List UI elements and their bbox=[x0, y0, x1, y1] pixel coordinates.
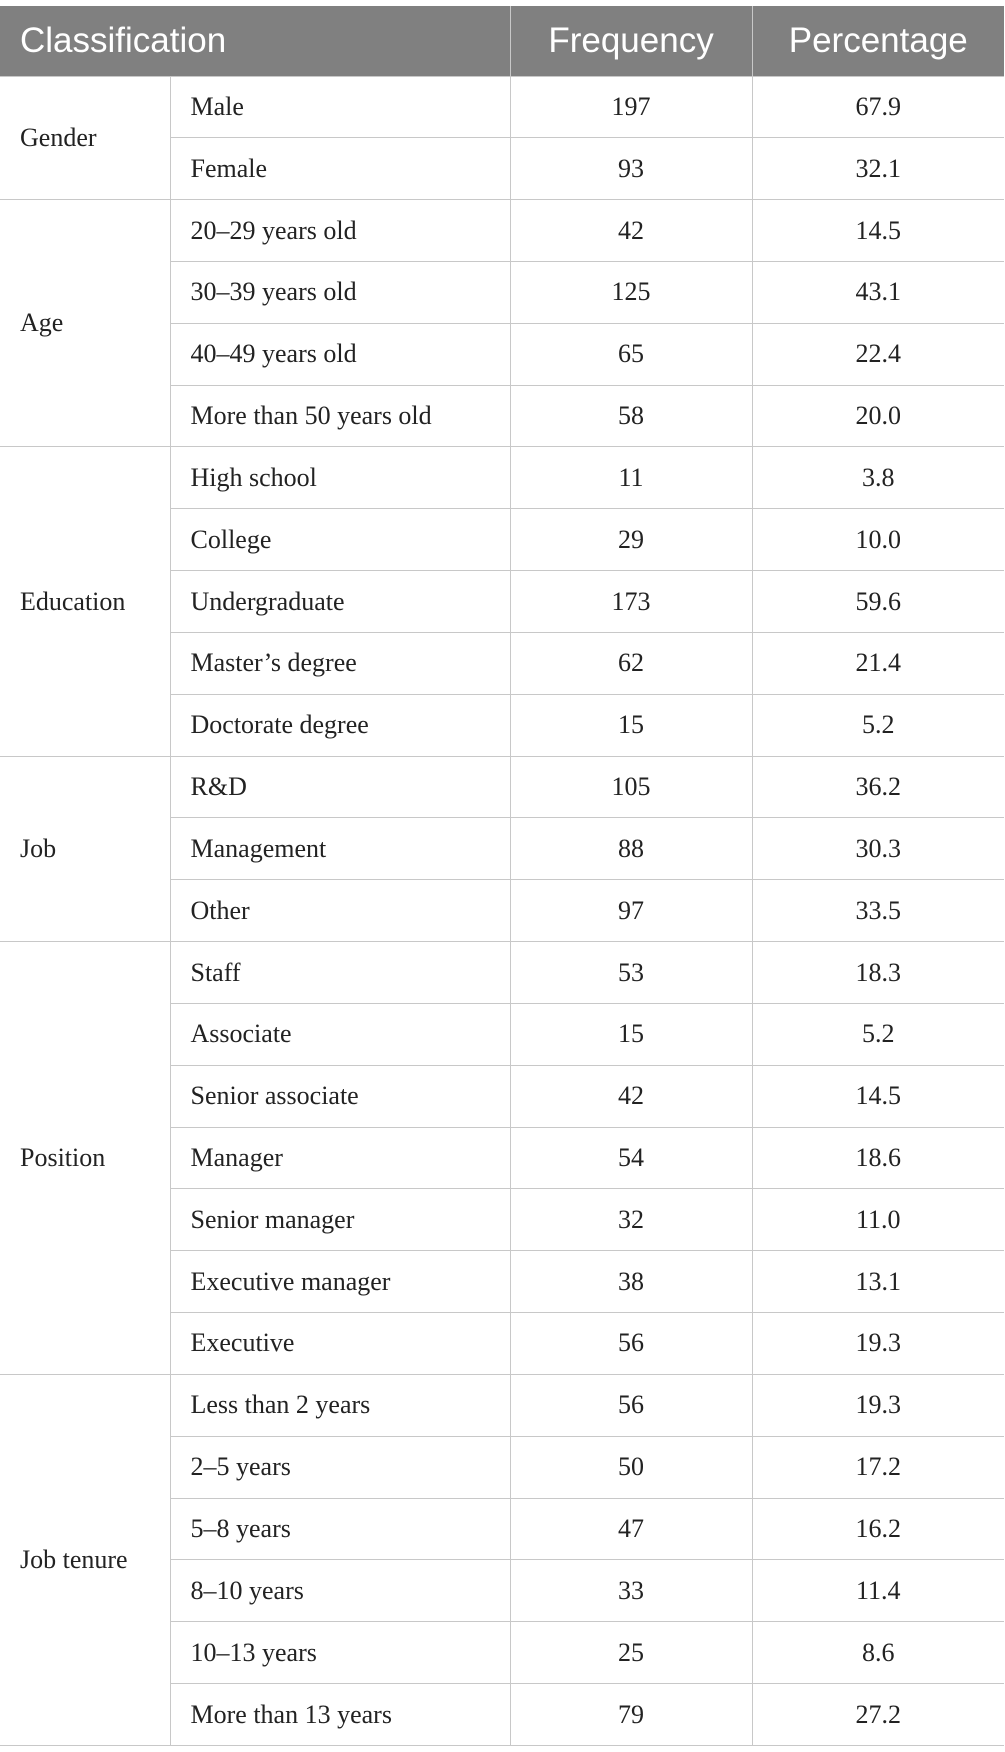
frequency-cell: 105 bbox=[510, 756, 752, 818]
percentage-cell: 59.6 bbox=[752, 571, 1004, 633]
percentage-cell: 30.3 bbox=[752, 818, 1004, 880]
subcategory-cell: Management bbox=[170, 818, 510, 880]
subcategory-cell: Doctorate degree bbox=[170, 694, 510, 756]
frequency-cell: 47 bbox=[510, 1498, 752, 1560]
percentage-cell: 21.4 bbox=[752, 632, 1004, 694]
frequency-cell: 33 bbox=[510, 1560, 752, 1622]
percentage-cell: 3.8 bbox=[752, 447, 1004, 509]
frequency-cell: 58 bbox=[510, 385, 752, 447]
percentage-cell: 22.4 bbox=[752, 323, 1004, 385]
frequency-cell: 53 bbox=[510, 942, 752, 1004]
group-label: Education bbox=[0, 447, 170, 756]
demographics-table bbox=[0, 6, 1004, 1746]
subcategory-cell: R&D bbox=[170, 756, 510, 818]
percentage-cell: 10.0 bbox=[752, 509, 1004, 571]
table-row bbox=[0, 756, 1004, 818]
subcategory-cell: 10–13 years bbox=[170, 1622, 510, 1684]
subcategory-cell: College bbox=[170, 509, 510, 571]
group-label: Age bbox=[0, 200, 170, 447]
percentage-cell: 19.3 bbox=[752, 1374, 1004, 1436]
subcategory-cell: Senior manager bbox=[170, 1189, 510, 1251]
table-row bbox=[0, 942, 1004, 1004]
percentage-cell: 5.2 bbox=[752, 694, 1004, 756]
percentage-cell: 36.2 bbox=[752, 756, 1004, 818]
frequency-cell: 25 bbox=[510, 1622, 752, 1684]
percentage-cell: 67.9 bbox=[752, 76, 1004, 138]
percentage-cell: 14.5 bbox=[752, 200, 1004, 262]
frequency-cell: 11 bbox=[510, 447, 752, 509]
subcategory-cell: High school bbox=[170, 447, 510, 509]
group-label: Gender bbox=[0, 76, 170, 200]
percentage-cell: 33.5 bbox=[752, 880, 1004, 942]
subcategory-cell: Executive bbox=[170, 1313, 510, 1375]
subcategory-cell: Executive manager bbox=[170, 1251, 510, 1313]
frequency-cell: 32 bbox=[510, 1189, 752, 1251]
frequency-cell: 173 bbox=[510, 571, 752, 633]
percentage-cell: 18.6 bbox=[752, 1127, 1004, 1189]
subcategory-cell: 20–29 years old bbox=[170, 200, 510, 262]
subcategory-cell: Female bbox=[170, 138, 510, 200]
percentage-cell: 20.0 bbox=[752, 385, 1004, 447]
frequency-cell: 88 bbox=[510, 818, 752, 880]
percentage-cell: 5.2 bbox=[752, 1003, 1004, 1065]
percentage-cell: 16.2 bbox=[752, 1498, 1004, 1560]
percentage-cell: 13.1 bbox=[752, 1251, 1004, 1313]
frequency-cell: 93 bbox=[510, 138, 752, 200]
table-row bbox=[0, 447, 1004, 509]
frequency-cell: 56 bbox=[510, 1374, 752, 1436]
header-classification: Classification bbox=[0, 6, 510, 76]
header-percentage: Percentage bbox=[752, 6, 1004, 76]
subcategory-cell: 40–49 years old bbox=[170, 323, 510, 385]
percentage-cell: 43.1 bbox=[752, 261, 1004, 323]
percentage-cell: 17.2 bbox=[752, 1436, 1004, 1498]
percentage-cell: 11.4 bbox=[752, 1560, 1004, 1622]
percentage-cell: 14.5 bbox=[752, 1065, 1004, 1127]
subcategory-cell: Manager bbox=[170, 1127, 510, 1189]
frequency-cell: 56 bbox=[510, 1313, 752, 1375]
percentage-cell: 8.6 bbox=[752, 1622, 1004, 1684]
header-frequency: Frequency bbox=[510, 6, 752, 76]
group-label: Job tenure bbox=[0, 1374, 170, 1745]
frequency-cell: 62 bbox=[510, 632, 752, 694]
subcategory-cell: Undergraduate bbox=[170, 571, 510, 633]
frequency-cell: 97 bbox=[510, 880, 752, 942]
frequency-cell: 54 bbox=[510, 1127, 752, 1189]
subcategory-cell: 8–10 years bbox=[170, 1560, 510, 1622]
frequency-cell: 15 bbox=[510, 694, 752, 756]
group-label: Job bbox=[0, 756, 170, 941]
frequency-cell: 38 bbox=[510, 1251, 752, 1313]
subcategory-cell: 5–8 years bbox=[170, 1498, 510, 1560]
table-row bbox=[0, 200, 1004, 262]
subcategory-cell: Associate bbox=[170, 1003, 510, 1065]
percentage-cell: 11.0 bbox=[752, 1189, 1004, 1251]
frequency-cell: 29 bbox=[510, 509, 752, 571]
percentage-cell: 27.2 bbox=[752, 1684, 1004, 1746]
frequency-cell: 197 bbox=[510, 76, 752, 138]
subcategory-cell: Male bbox=[170, 76, 510, 138]
frequency-cell: 125 bbox=[510, 261, 752, 323]
table-body bbox=[0, 76, 1004, 1746]
group-label: Position bbox=[0, 942, 170, 1375]
subcategory-cell: 30–39 years old bbox=[170, 261, 510, 323]
frequency-cell: 42 bbox=[510, 200, 752, 262]
frequency-cell: 50 bbox=[510, 1436, 752, 1498]
percentage-cell: 32.1 bbox=[752, 138, 1004, 200]
subcategory-cell: Less than 2 years bbox=[170, 1374, 510, 1436]
frequency-cell: 42 bbox=[510, 1065, 752, 1127]
percentage-cell: 18.3 bbox=[752, 942, 1004, 1004]
table-row bbox=[0, 76, 1004, 138]
subcategory-cell: Staff bbox=[170, 942, 510, 1004]
subcategory-cell: 2–5 years bbox=[170, 1436, 510, 1498]
subcategory-cell: Other bbox=[170, 880, 510, 942]
header-row bbox=[0, 6, 1004, 76]
subcategory-cell: Senior associate bbox=[170, 1065, 510, 1127]
subcategory-cell: More than 50 years old bbox=[170, 385, 510, 447]
frequency-cell: 15 bbox=[510, 1003, 752, 1065]
percentage-cell: 19.3 bbox=[752, 1313, 1004, 1375]
frequency-cell: 65 bbox=[510, 323, 752, 385]
table-row bbox=[0, 1374, 1004, 1436]
frequency-cell: 79 bbox=[510, 1684, 752, 1746]
subcategory-cell: Master’s degree bbox=[170, 632, 510, 694]
subcategory-cell: More than 13 years bbox=[170, 1684, 510, 1746]
